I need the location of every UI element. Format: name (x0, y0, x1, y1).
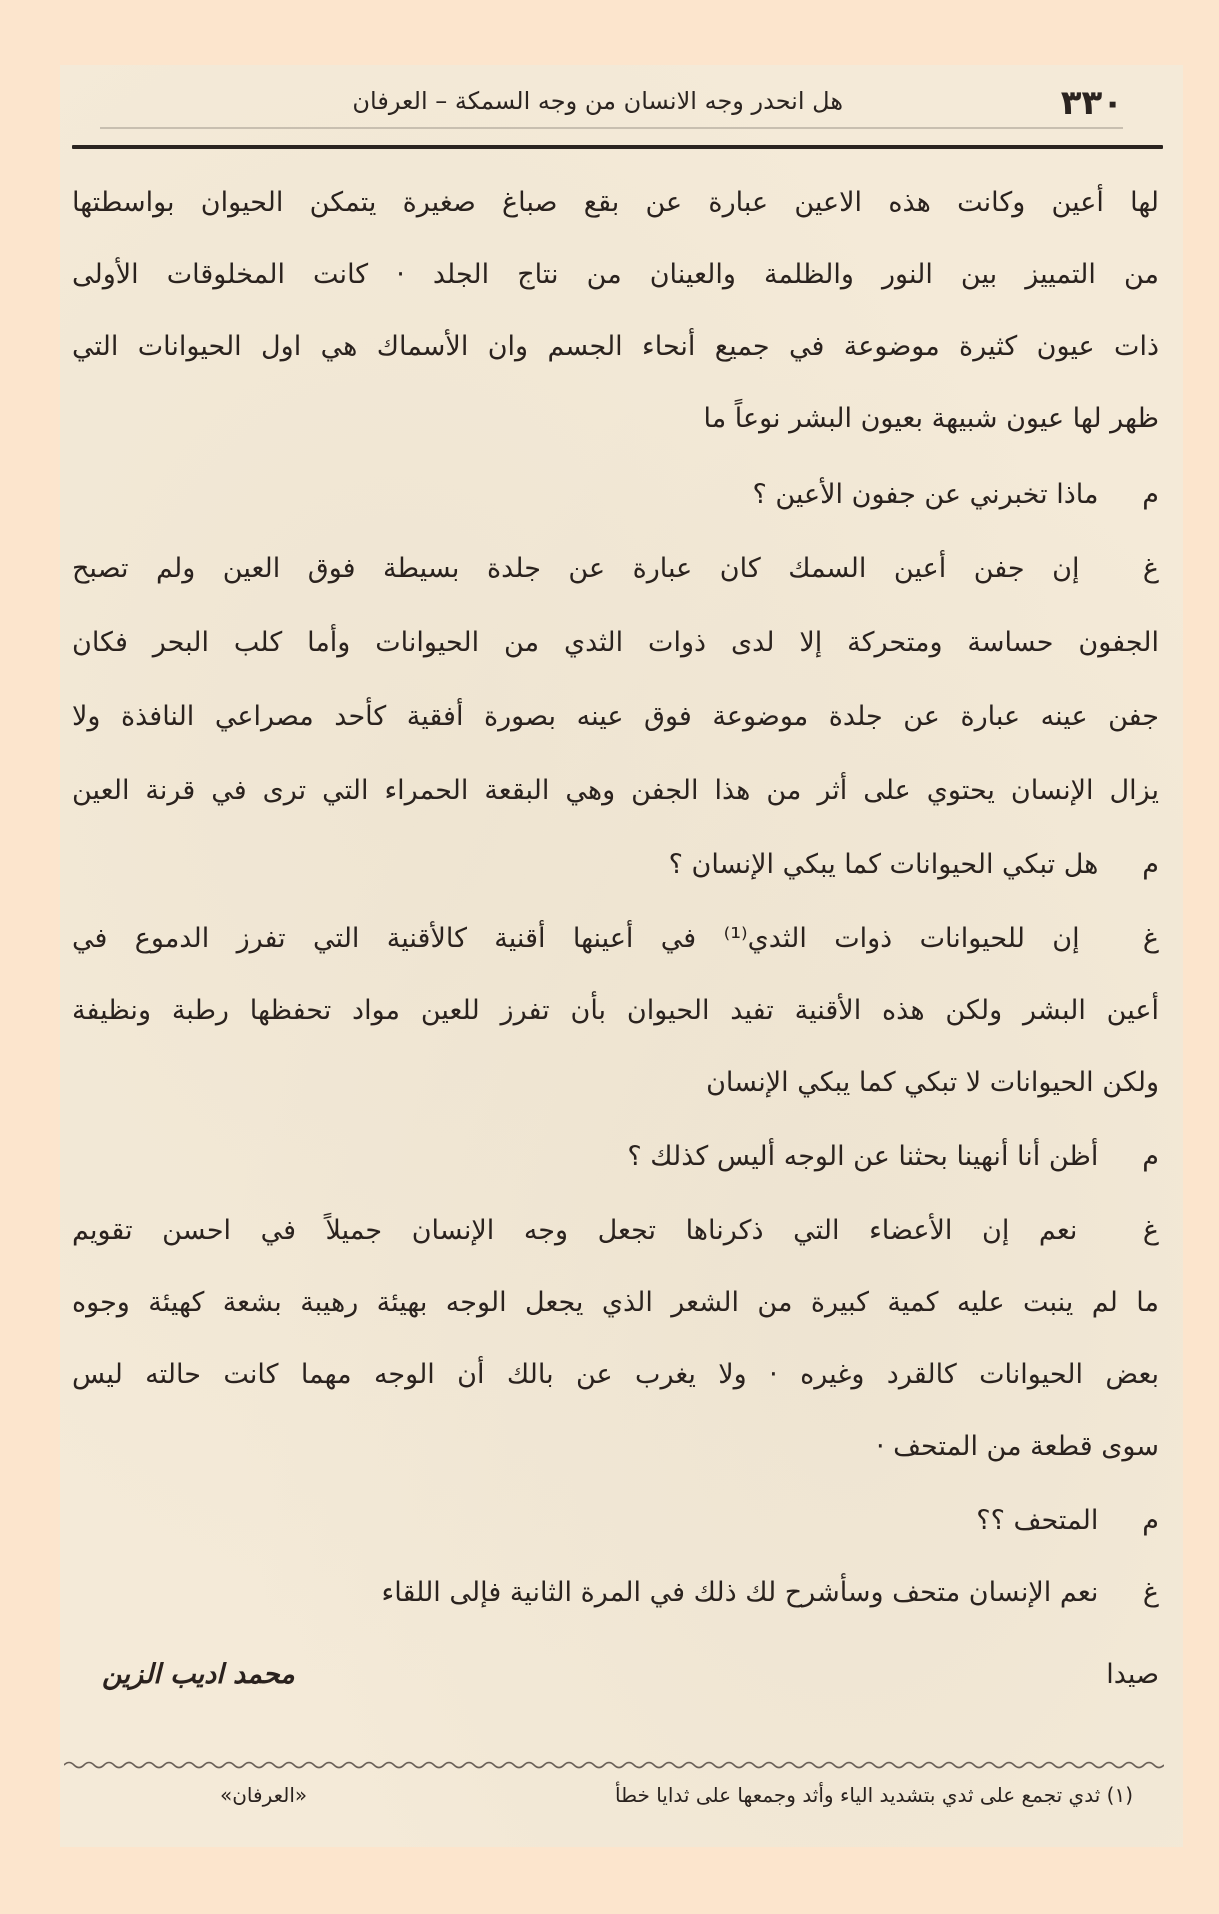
speaker-label: غ (1142, 1215, 1159, 1246)
text-line: أعين البشر ولكن هذه الأقنية تفيد الحيوان بأن تفرز للعين مواد تحفظها رطبة ونظيفة (72, 995, 1159, 1026)
text-line: يزال الإنسان يحتوي على أثر من هذا الجفن وهي البقعة الحمراء التي ترى في قرنة العين (72, 775, 1159, 806)
place-name: صيدا (1106, 1659, 1159, 1690)
text-line: ما لم ينبت عليه كمية كبيرة من الشعر الذي يجعل الوجه بهيئة رهيبة بشعة كهيئة وجوه (72, 1287, 1159, 1318)
dialogue-line-question: م أظن أنا أنهينا بحثنا عن الوجه أليس كذلك ؟ (72, 1132, 1159, 1182)
speaker-label: م (1142, 1505, 1159, 1536)
text-line: ذات عيون كثيرة موضوعة في جميع أنحاء الجسم وان الأسماك هي اول الحيوانات التي (72, 331, 1159, 362)
text-line: لها أعين وكانت هذه الاعين عبارة عن بقع صباغ صغيرة يتمكن الحيوان بواسطتها (72, 187, 1159, 218)
text-line: الجفون حساسة ومتحركة إلا لدى ذوات الثدي من الحيوانات وأما كلب البحر فكان (72, 627, 1159, 658)
speaker-label: م (1142, 849, 1159, 880)
signature-row (72, 1650, 1159, 1700)
page-number: ٣٣٠ (1060, 83, 1123, 123)
text-line: ظهر لها عيون شبيهة بعيون البشر نوعاً ما (703, 403, 1159, 434)
dialogue-line-question: م المتحف ؟؟ (72, 1496, 1159, 1546)
speaker-label: غ (1142, 553, 1159, 584)
footnote-text: (١) ثدي تجمع على ثدي بتشديد الياء وأثد وجمعها على ثدايا خطأ (614, 1783, 1133, 1807)
dialogue-line-question: م هل تبكي الحيوانات كما يبكي الإنسان ؟ (72, 840, 1159, 890)
header-thin-rule (100, 127, 1123, 129)
header-rule (72, 145, 1163, 149)
page-header (60, 65, 1183, 145)
dialogue-line-answer: غ إن جفن أعين السمك كان عبارة عن جلدة بسيطة فوق العين ولم تصبح (72, 544, 1159, 594)
speaker-label: م (1142, 1141, 1159, 1172)
dialogue-line-question: م ماذا تخبرني عن جفون الأعين ؟ (72, 470, 1159, 520)
text-line: من التمييز بين النور والظلمة والعينان من نتاج الجلد · كانت المخلوقات الأولى (72, 259, 1159, 290)
speaker-label: غ (1142, 1577, 1159, 1608)
text-line: ولكن الحيوانات لا تبكي كما يبكي الإنسان (706, 1067, 1159, 1098)
footnote-separator (64, 1760, 1164, 1770)
speaker-label: غ (1142, 923, 1159, 954)
footnote-source: «العرفان» (220, 1783, 308, 1807)
text-line: بعض الحيوانات كالقرد وغيره · ولا يغرب عن بالك أن الوجه مهما كانت حالته ليس (72, 1359, 1159, 1390)
text-line: سوى قطعة من المتحف · (875, 1431, 1159, 1462)
footnote (60, 1775, 1183, 1815)
dialogue-line-answer: غ إن للحيوانات ذوات الثدي⁽¹⁾ في أعينها أقنية كالأقنية التي تفرز الدموع في (72, 914, 1159, 964)
text-line: جفن عينه عبارة عن جلدة موضوعة فوق عينه بصورة أفقية كأحد مصراعي النافذة ولا (72, 701, 1159, 732)
author-signature: محمد اديب الزين (102, 1659, 295, 1690)
dialogue-line-answer: غ نعم الإنسان متحف وسأشرح لك ذلك في المرة الثانية فإلى اللقاء (72, 1568, 1159, 1618)
running-title: هل انحدر وجه الانسان من وجه السمكة – العرفان (352, 87, 843, 115)
speaker-label: م (1142, 479, 1159, 510)
scanned-page (60, 65, 1183, 1847)
dialogue-line-answer: غ نعم إن الأعضاء التي ذكرناها تجعل وجه الإنسان جميلاً في احسن تقويم (72, 1206, 1159, 1256)
